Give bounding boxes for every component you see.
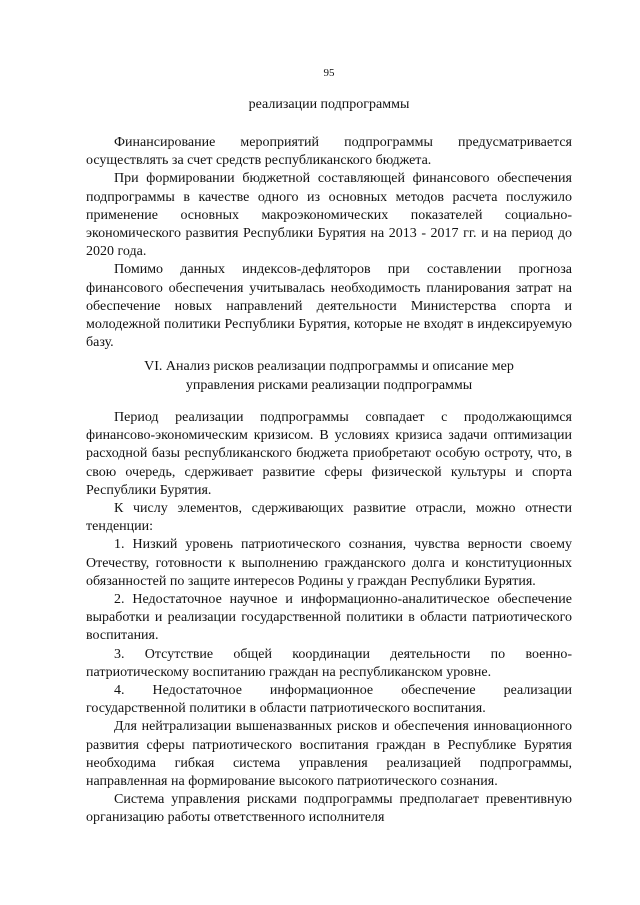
paragraph: Для нейтрализации вышеназванных рисков и обеспечения инновационного развития сферы патриотического воспитания граждан в Республике Бурятия необходима гибкая система управления реализацией подпрограммы, направленная на формирование высокого патриотического сознания. bbox=[86, 719, 572, 790]
paragraph: К числу элементов, сдерживающих развитие отрасли, можно отнести тенденции: bbox=[86, 501, 572, 535]
page-number: 95 bbox=[323, 67, 335, 79]
list-item: 2. Недостаточное научное и информационно-аналитическое обеспечение выработки и реализации государственной политики в области патриотического воспитания. bbox=[86, 592, 572, 644]
financing-text-block bbox=[86, 134, 572, 352]
section-title-line: управления рисками реализации подпрограммы bbox=[185, 378, 473, 393]
list-item: 1. Низкий уровень патриотического сознания, чувства верности своему Отечеству, готовности к выполнению гражданского долга и конституционных обязанностей по защите интересов Родины у граждан Республики Бурятия. bbox=[86, 537, 572, 589]
section-title-line: VI. Анализ рисков реализации подпрограммы и описание мер bbox=[144, 359, 514, 374]
paragraph: При формировании бюджетной составляющей финансового обеспечения подпрограммы в качестве одного из основных методов расчета послужило применение основных макроэкономических показателей социально-экономического развития Республики Бурятия на 2013 - 2017 гг. и на период до 2020 года. bbox=[86, 171, 572, 260]
paragraph: Система управления рисками подпрограммы предполагает превентивную организацию работы ответственного исполнителя bbox=[86, 792, 572, 826]
section-title bbox=[86, 357, 572, 395]
list-item: 3. Отсутствие общей координации деятельности по военно-патриотическому воспитанию граждан на республиканском уровне. bbox=[86, 646, 572, 680]
risk-analysis-text-block bbox=[86, 409, 572, 828]
paragraph: Период реализации подпрограммы совпадает с продолжающимся финансово-экономическим кризисом. В условиях кризиса задачи оптимизации расходной базы республиканского бюджета приобретают особую остроту, что, в свою очередь, сдерживает развитие сферы физической культуры и спорта Республики Бурятия. bbox=[86, 410, 572, 498]
paragraph: Помимо данных индексов-дефляторов при составлении прогноза финансового обеспечения учитывалась необходимость планирования затрат на обеспечение новых направлений деятельности Министерства спорта и молодежной политики Республики Бурятия, которые не входят в индексируемую базу. bbox=[86, 262, 572, 351]
paragraph: Финансирование мероприятий подпрограммы предусматривается осуществлять за счет средств республиканского бюджета. bbox=[86, 135, 572, 169]
continued-heading: реализации подпрограммы bbox=[248, 97, 410, 112]
list-item: 4. Недостаточное информационное обеспечение реализации государственной политики в области патриотического воспитания. bbox=[86, 683, 572, 717]
